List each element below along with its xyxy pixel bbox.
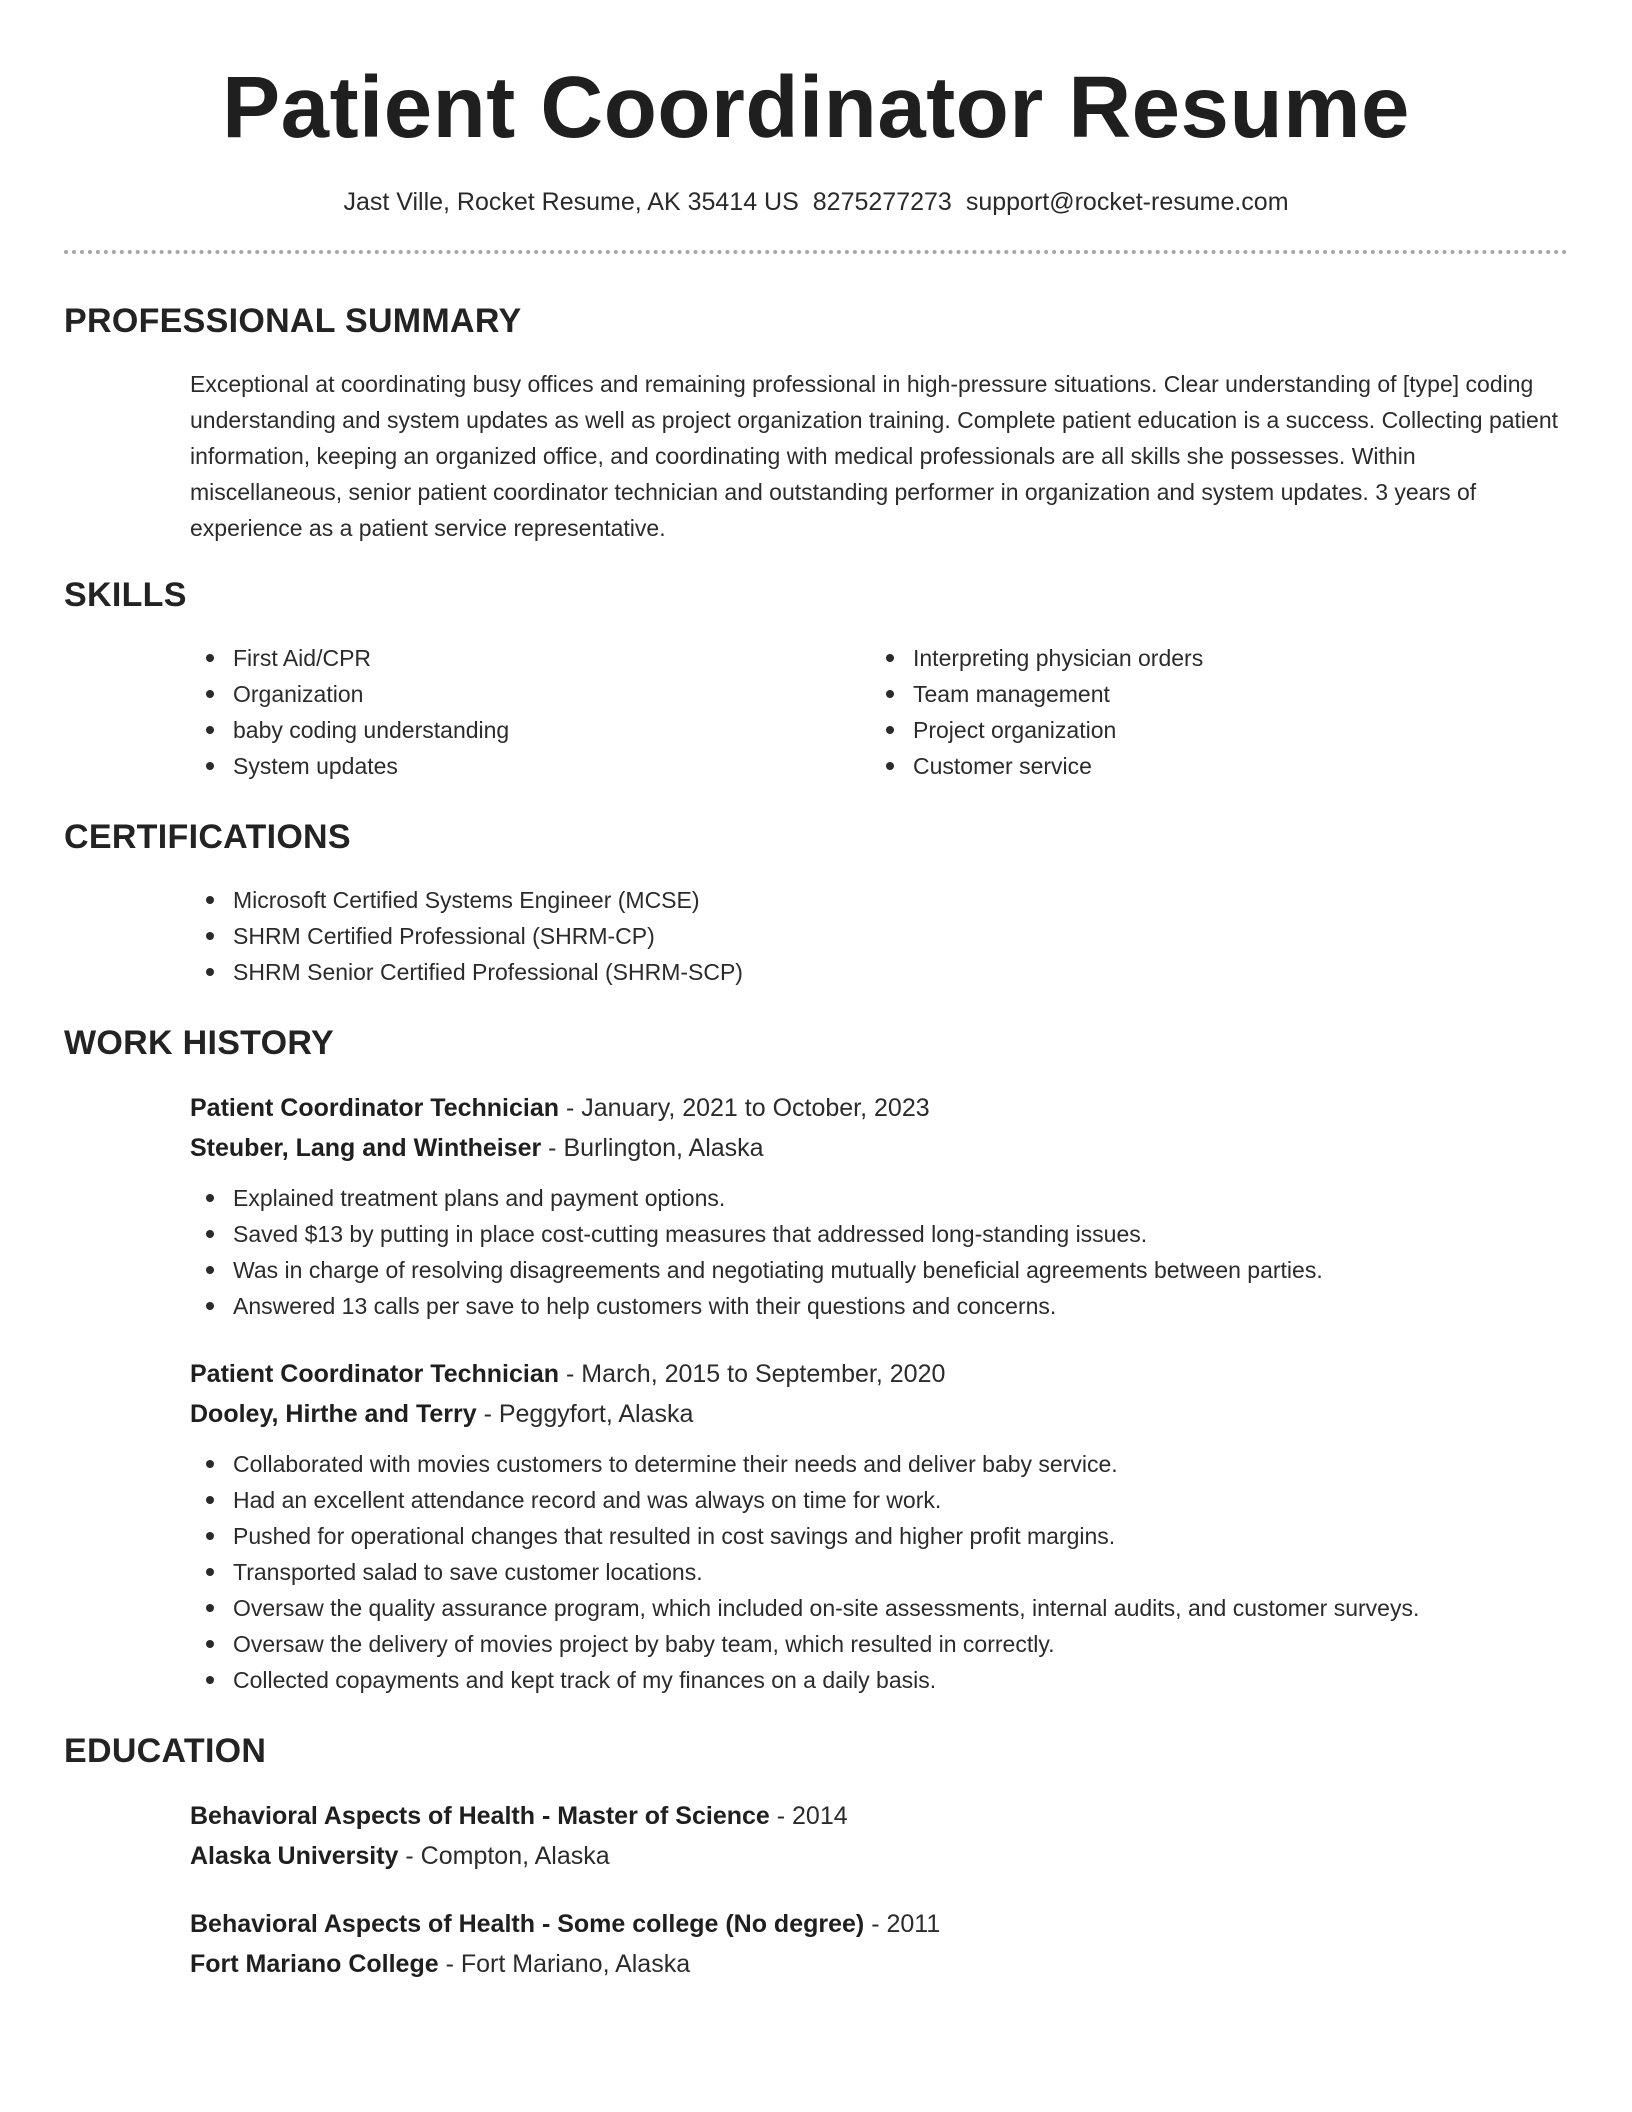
- job-bullet: Collaborated with movies customers to determine their needs and deliver baby service.: [190, 1446, 1568, 1482]
- education-school-line: [190, 1836, 1568, 1876]
- education-entry: [190, 1904, 1568, 1984]
- job-bullet: Pushed for operational changes that resulted in cost savings and higher profit margins.: [190, 1518, 1568, 1554]
- summary-section: [190, 366, 1568, 546]
- skill-item: First Aid/CPR: [190, 640, 870, 676]
- education-school-line: [190, 1944, 1568, 1984]
- skill-item: Project organization: [870, 712, 1550, 748]
- skill-item: System updates: [190, 748, 870, 784]
- job-title: Patient Coordinator Technician: [190, 1360, 560, 1388]
- skill-item: baby coding understanding: [190, 712, 870, 748]
- education-section: [190, 1796, 1568, 1984]
- job-company-line: [190, 1128, 1568, 1168]
- education-degree: Behavioral Aspects of Health - Some college (No degree): [190, 1910, 865, 1938]
- skills-list-left: [190, 640, 870, 784]
- education-degree-line: [190, 1904, 1568, 1944]
- header-divider: [64, 250, 1568, 254]
- job-title-line: [190, 1354, 1568, 1394]
- certifications-heading: CERTIFICATIONS: [64, 818, 351, 856]
- contact-address: Jast Ville, Rocket Resume, AK 35414 US: [343, 188, 799, 216]
- resume-title: Patient Coordinator Resume: [222, 59, 1410, 156]
- contact-line: [64, 186, 1568, 218]
- job-title: Patient Coordinator Technician: [190, 1094, 560, 1122]
- job-bullet: Had an excellent attendance record and was always on time for work.: [190, 1482, 1568, 1518]
- job-bullets: [190, 1446, 1568, 1698]
- job-company: Dooley, Hirthe and Terry: [190, 1400, 477, 1428]
- skill-item: Organization: [190, 676, 870, 712]
- education-degree: Behavioral Aspects of Health - Master of Science: [190, 1802, 770, 1830]
- job-location: - Peggyfort, Alaska: [476, 1400, 694, 1428]
- contact-email: support@rocket-resume.com: [965, 188, 1289, 216]
- education-school: Alaska University: [190, 1842, 399, 1870]
- job-bullet: Oversaw the quality assurance program, which included on-site assessments, internal audits, and customer surveys.: [190, 1590, 1568, 1626]
- job-bullet: Saved $13 by putting in place cost-cutting measures that addressed long-standing issues.: [190, 1216, 1568, 1252]
- education-year: - 2014: [769, 1802, 848, 1830]
- skill-item: Team management: [870, 676, 1550, 712]
- job-entry: [190, 1354, 1568, 1698]
- education-entry: [190, 1796, 1568, 1876]
- job-dates: - January, 2021 to October, 2023: [559, 1094, 930, 1122]
- job-bullet: Answered 13 calls per save to help customers with their questions and concerns.: [190, 1288, 1568, 1324]
- certification-item: Microsoft Certified Systems Engineer (MCSE): [190, 882, 1568, 918]
- job-entry: [190, 1088, 1568, 1324]
- job-company-line: [190, 1394, 1568, 1434]
- education-school: Fort Mariano College: [190, 1950, 439, 1978]
- skills-section: [190, 640, 1568, 784]
- job-bullet: Oversaw the delivery of movies project by baby team, which resulted in correctly.: [190, 1626, 1568, 1662]
- education-degree-line: [190, 1796, 1568, 1836]
- job-location: - Burlington, Alaska: [541, 1134, 764, 1162]
- job-bullet: Was in charge of resolving disagreements and negotiating mutually beneficial agreements between parties.: [190, 1252, 1568, 1288]
- education-year: - 2011: [864, 1910, 941, 1938]
- job-bullet: Transported salad to save customer locations.: [190, 1554, 1568, 1590]
- certification-item: SHRM Senior Certified Professional (SHRM-SCP): [190, 954, 1568, 990]
- contact-phone: 8275277273: [812, 188, 952, 216]
- summary-heading: PROFESSIONAL SUMMARY: [64, 302, 522, 340]
- skill-item: Customer service: [870, 748, 1550, 784]
- skill-item: Interpreting physician orders: [870, 640, 1550, 676]
- job-company: Steuber, Lang and Wintheiser: [190, 1134, 542, 1162]
- summary-text: Exceptional at coordinating busy offices and remaining professional in high-pressure situations. Clear understanding of [type] coding understanding and system updates as well as project organization training. Complete patient education is a success. Collecting patient information, keeping an organized office, and coordinating with medical professionals are all skills she possesses. Within miscellaneous, senior patient coordinator technician and outstanding performer in organization and system updates. 3 years of experience as a patient service representative.: [190, 371, 1559, 541]
- skills-list-right: [870, 640, 1550, 784]
- job-bullet: Collected copayments and kept track of my finances on a daily basis.: [190, 1662, 1568, 1698]
- certifications-section: [190, 882, 1568, 990]
- education-location: - Fort Mariano, Alaska: [438, 1950, 691, 1978]
- job-bullet: Explained treatment plans and payment options.: [190, 1180, 1568, 1216]
- work-history-heading: WORK HISTORY: [64, 1024, 334, 1062]
- job-title-line: [190, 1088, 1568, 1128]
- job-bullets: [190, 1180, 1568, 1324]
- certification-item: SHRM Certified Professional (SHRM-CP): [190, 918, 1568, 954]
- work-history-section: [190, 1088, 1568, 1698]
- job-dates: - March, 2015 to September, 2020: [559, 1360, 946, 1388]
- resume-page: [64, 0, 1568, 2012]
- certifications-list: [190, 882, 1568, 990]
- education-location: - Compton, Alaska: [398, 1842, 610, 1870]
- education-heading: EDUCATION: [64, 1732, 267, 1770]
- skills-heading: SKILLS: [64, 576, 187, 614]
